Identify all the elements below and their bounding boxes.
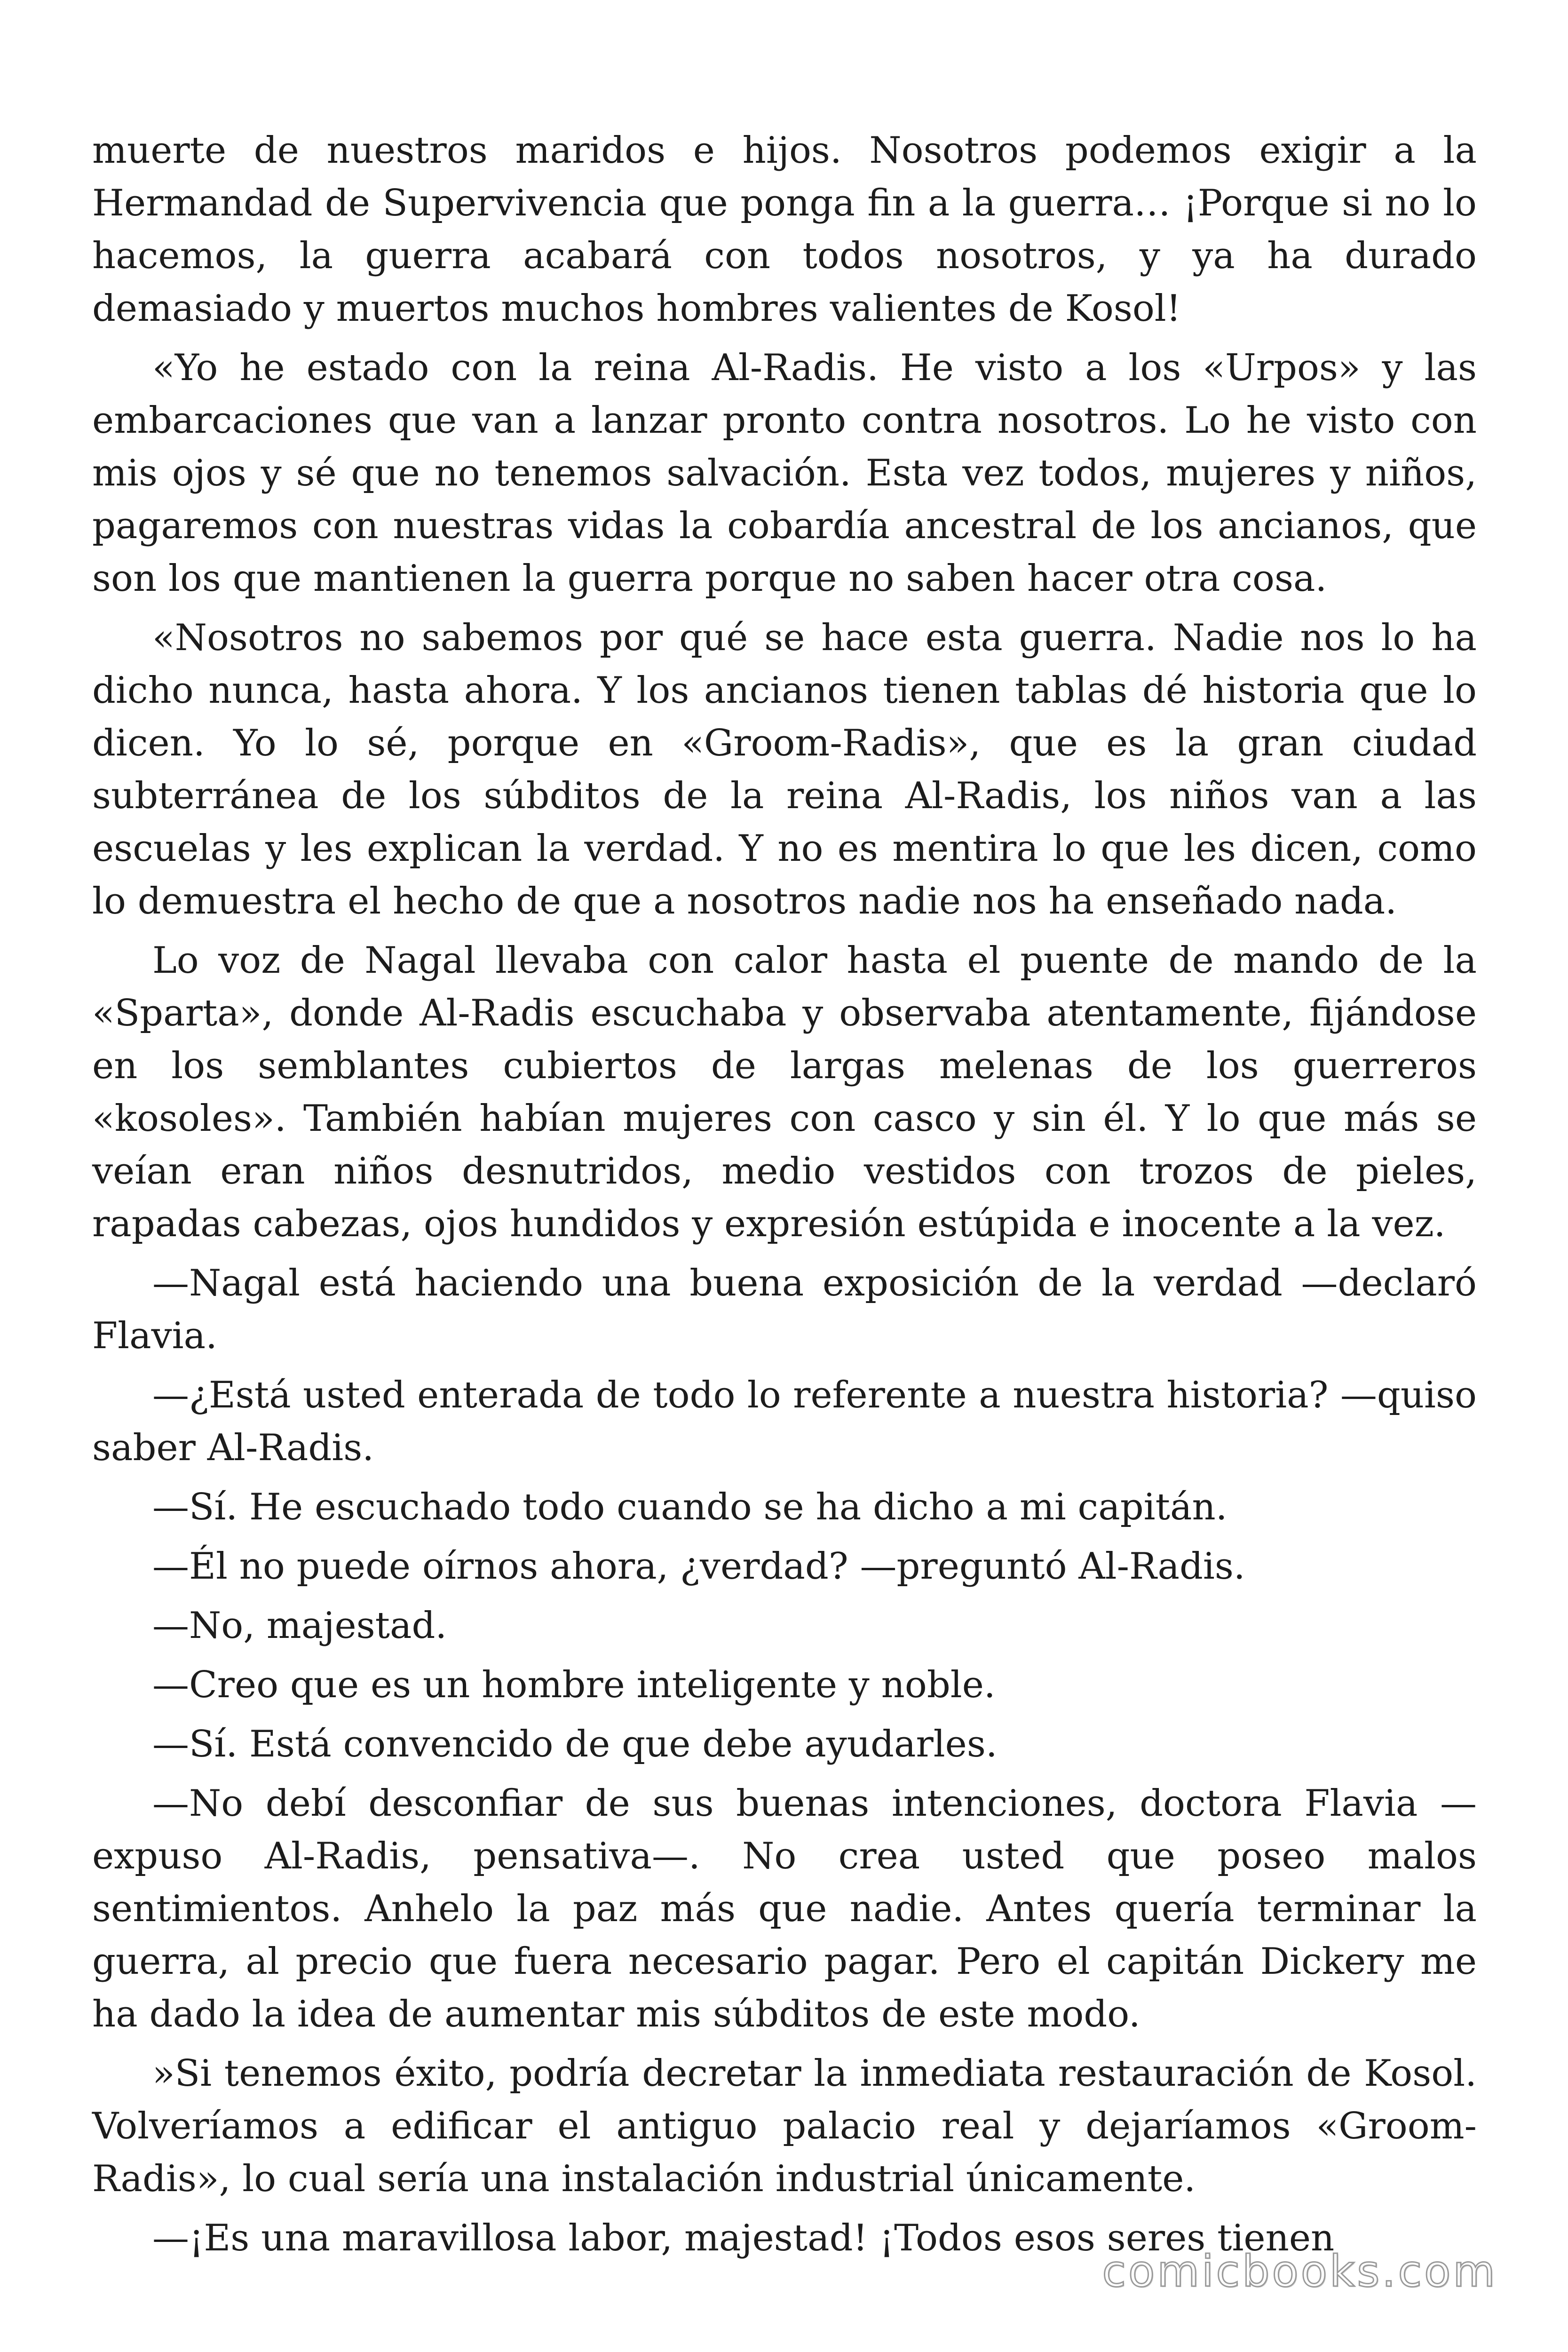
paragraph-1: muerte de nuestros maridos e hijos. Nosotros podemos exigir a la Hermandad de Supervivencia que ponga fin a la guerra… ¡Porque si no lo hacemos, la guerra acabará con todos nosotros, y ya ha durado demasiado y muertos muchos hombres valientes de Kosol! [92,129,1477,330]
paragraph-8: —Él no puede oírnos ahora, ¿verdad? —preguntó Al-Radis. [152,1545,1245,1588]
book-page-text [92,124,1477,2271]
paragraph-4: Lo voz de Nagal llevaba con calor hasta el puente de mando de la «Sparta», donde Al-Radis escuchaba y observaba atentamente, fijándose en los semblantes cubiertos de largas melenas de los guerreros «kosoles». También habían mujeres con casco y sin él. Y lo que más se veían eran niños desnutridos, medio vestidos con trozos de pieles, rapadas cabezas, ojos hundidos y expresión estúpida e inocente a la vez. [92,939,1477,1245]
paragraph-12: —No debí desconfiar de sus buenas intenciones, doctora Flavia —expuso Al-Radis, pensativa—. No crea usted que poseo malos sentimientos. Anhelo la paz más que nadie. Antes quería terminar la guerra, al precio que fuera necesario pagar. Pero el capitán Dickery me ha dado la idea de aumentar mis súbditos de este modo. [92,1782,1477,2035]
paragraph-3: «Nosotros no sabemos por qué se hace esta guerra. Nadie nos lo ha dicho nunca, hasta ahora. Y los ancianos tienen tablas dé historia que lo dicen. Yo lo sé, porque en «Groom-Radis», que es la gran ciudad subterránea de los súbditos de la reina Al-Radis, los niños van a las escuelas y les explican la verdad. Y no es mentira lo que les dicen, como lo demuestra el hecho de que a nosotros nadie nos ha enseñado nada. [92,617,1477,922]
paragraph-13: »Si tenemos éxito, podría decretar la inmediata restauración de Kosol. Volveríamos a edificar el antiguo palacio real y dejaríamos «Groom-Radis», lo cual sería una instalación industrial únicamente. [92,2052,1477,2200]
paragraph-9: —No, majestad. [152,1605,447,1647]
paragraph-2: «Yo he estado con la reina Al-Radis. He visto a los «Urpos» y las embarcaciones que van a lanzar pronto contra nosotros. Lo he visto con mis ojos y sé que no tenemos salvación. Esta vez todos, mujeres y niños, pagaremos con nuestras vidas la cobardía ancestral de los ancianos, que son los que mantienen la guerra porque no saben hacer otra cosa. [92,347,1477,600]
paragraph-11: —Sí. Está convencido de que debe ayudarles. [152,1723,998,1765]
paragraph-6: —¿Está usted enterada de todo lo referente a nuestra historia? —quiso saber Al-Radis. [92,1374,1477,1469]
paragraph-7: —Sí. He escuchado todo cuando se ha dicho a mi capitán. [152,1486,1227,1528]
paragraph-14: —¡Es una maravillosa labor, majestad! ¡Todos esos seres tienen [152,2217,1335,2259]
paragraph-5: —Nagal está haciendo una buena exposición de la verdad —declaró Flavia. [92,1262,1477,1357]
watermark: comicbooks.com [1102,2246,1497,2296]
paragraph-10: —Creo que es un hombre inteligente y noble. [152,1664,996,1706]
